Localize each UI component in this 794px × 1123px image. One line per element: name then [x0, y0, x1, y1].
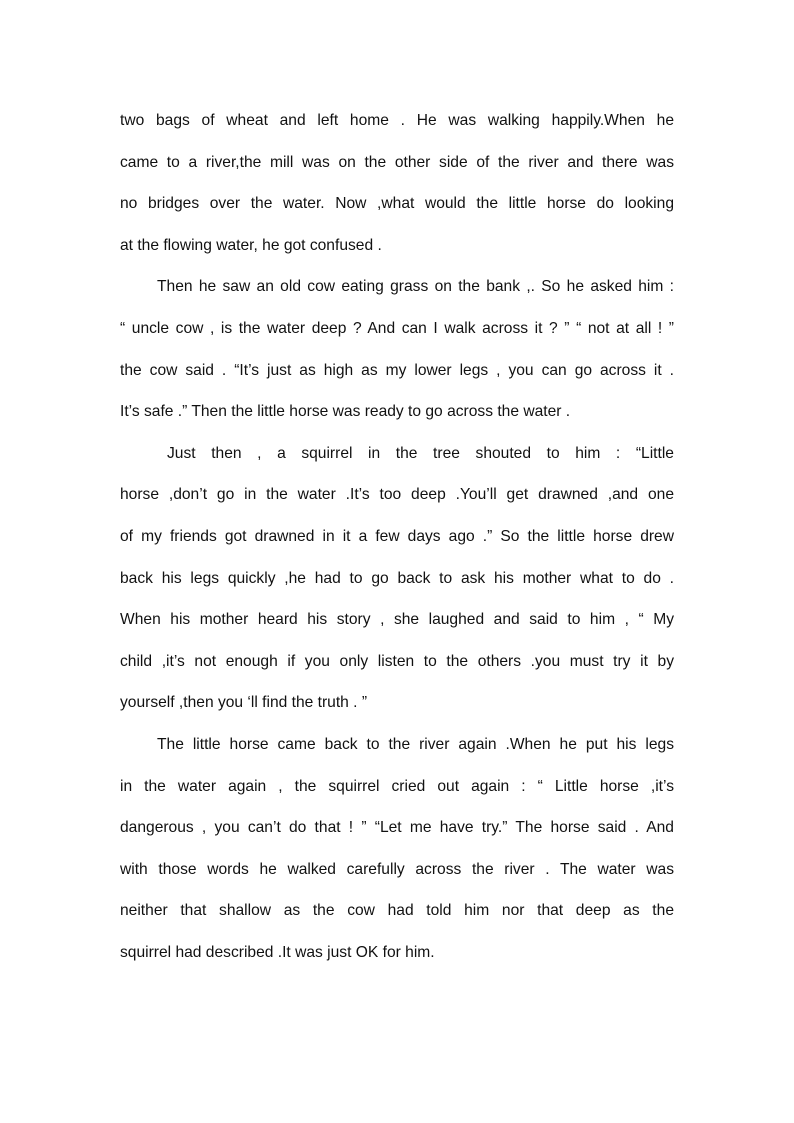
text-line: two bags of wheat and left home . He was walking happily.When he: [120, 112, 674, 129]
text-line: the cow said . “It’s just as high as my lower legs , you can go across it .: [120, 361, 674, 379]
text-line: yourself ,then you ‘ll find the truth . ”: [120, 694, 368, 712]
text-line: neither that shallow as the cow had told him nor that deep as the: [120, 902, 674, 920]
text-line: When his mother heard his story , she laughed and said to him , “ My: [120, 611, 674, 629]
text-line: back his legs quickly ,he had to go back to ask his mother what to do .: [120, 569, 674, 587]
text-line: “ uncle cow , is the water deep ? And can I walk across it ? ” “ not at all ! ”: [120, 319, 674, 337]
text-line: horse ,don’t go in the water .It’s too deep .You’ll get drawned ,and one: [120, 486, 674, 504]
text-line: came to a river,the mill was on the other side of the river and there was: [120, 153, 674, 171]
text-line: Then he saw an old cow eating grass on the bank ,. So he asked him :: [157, 278, 674, 296]
text-line: The little horse came back to the river again .When he put his legs: [157, 735, 674, 753]
text-line: no bridges over the water. Now ,what would the little horse do looking: [120, 195, 674, 213]
text-line: in the water again , the squirrel cried out again : “ Little horse ,it’s: [120, 777, 674, 795]
text-line: with those words he walked carefully across the river . The water was: [120, 860, 674, 878]
text-line: of my friends got drawned in it a few days ago .” So the little horse drew: [120, 527, 674, 545]
story-text: [120, 100, 674, 973]
text-line: child ,it’s not enough if you only listen to the others .you must try it by: [120, 652, 674, 670]
text-line: dangerous , you can’t do that ! ” “Let me have try.” The horse said . And: [120, 819, 674, 837]
text-line: at the flowing water, he got confused .: [120, 236, 382, 254]
text-line: squirrel had described .It was just OK for him.: [120, 943, 435, 961]
text-line: It’s safe .” Then the little horse was ready to go across the water .: [120, 403, 571, 421]
text-line: Just then , a squirrel in the tree shouted to him : “Little: [167, 444, 674, 462]
